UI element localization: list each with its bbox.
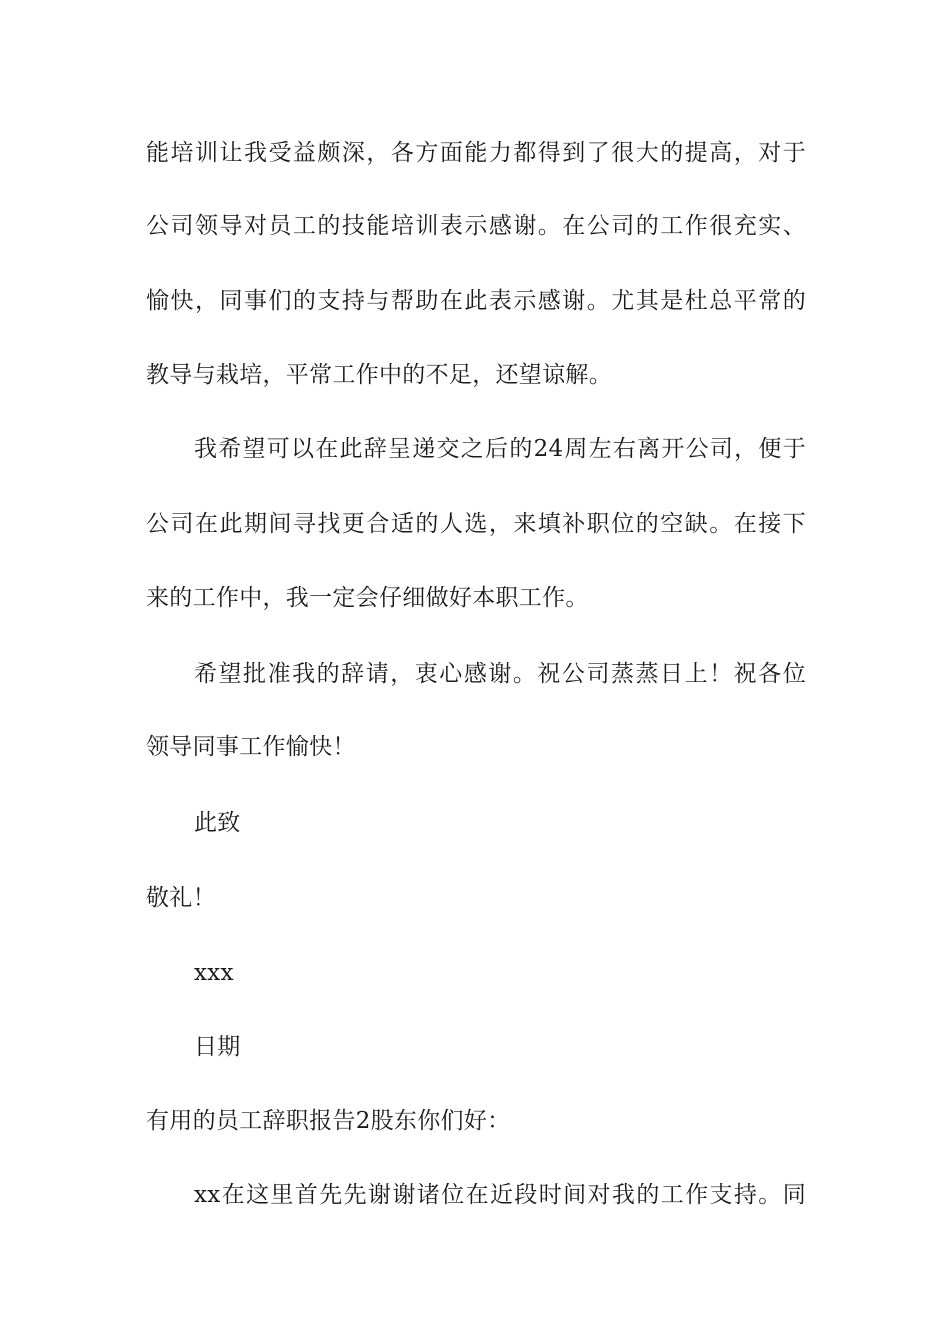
body-line-7: 来的工作中，我一定会仔细做好本职工作。: [146, 585, 589, 611]
body-line-5: 我希望可以在此辞呈递交之后的24周左右离开公司，便于: [194, 436, 806, 462]
body-line-4: 教导与栽培，平常工作中的不足，还望谅解。: [146, 362, 612, 388]
signature-name: xxx: [194, 960, 234, 986]
body-line-10: xx在这里首先先谢谢诸位在近段时间对我的工作支持。同: [194, 1182, 806, 1208]
section-heading: 有用的员工辞职报告2股东你们好：: [146, 1108, 511, 1134]
body-line-2: 公司领导对员工的技能培训表示感谢。在公司的工作很充实、: [146, 213, 806, 239]
body-line-8: 希望批准我的辞请，衷心感谢。祝公司蒸蒸日上！祝各位: [194, 661, 806, 687]
signature-date: 日期: [194, 1034, 241, 1060]
closing-regards: 敬礼！: [146, 885, 216, 911]
body-line-3: 愉快，同事们的支持与帮助在此表示感谢。尤其是杜总平常的: [146, 288, 806, 314]
body-line-6: 公司在此期间寻找更合适的人选，来填补职位的空缺。在接下: [146, 511, 806, 537]
closing-salutation: 此致: [194, 810, 241, 836]
body-line-1: 能培训让我受益颇深，各方面能力都得到了很大的提高，对于: [146, 140, 806, 166]
body-line-9: 领导同事工作愉快！: [146, 734, 356, 760]
